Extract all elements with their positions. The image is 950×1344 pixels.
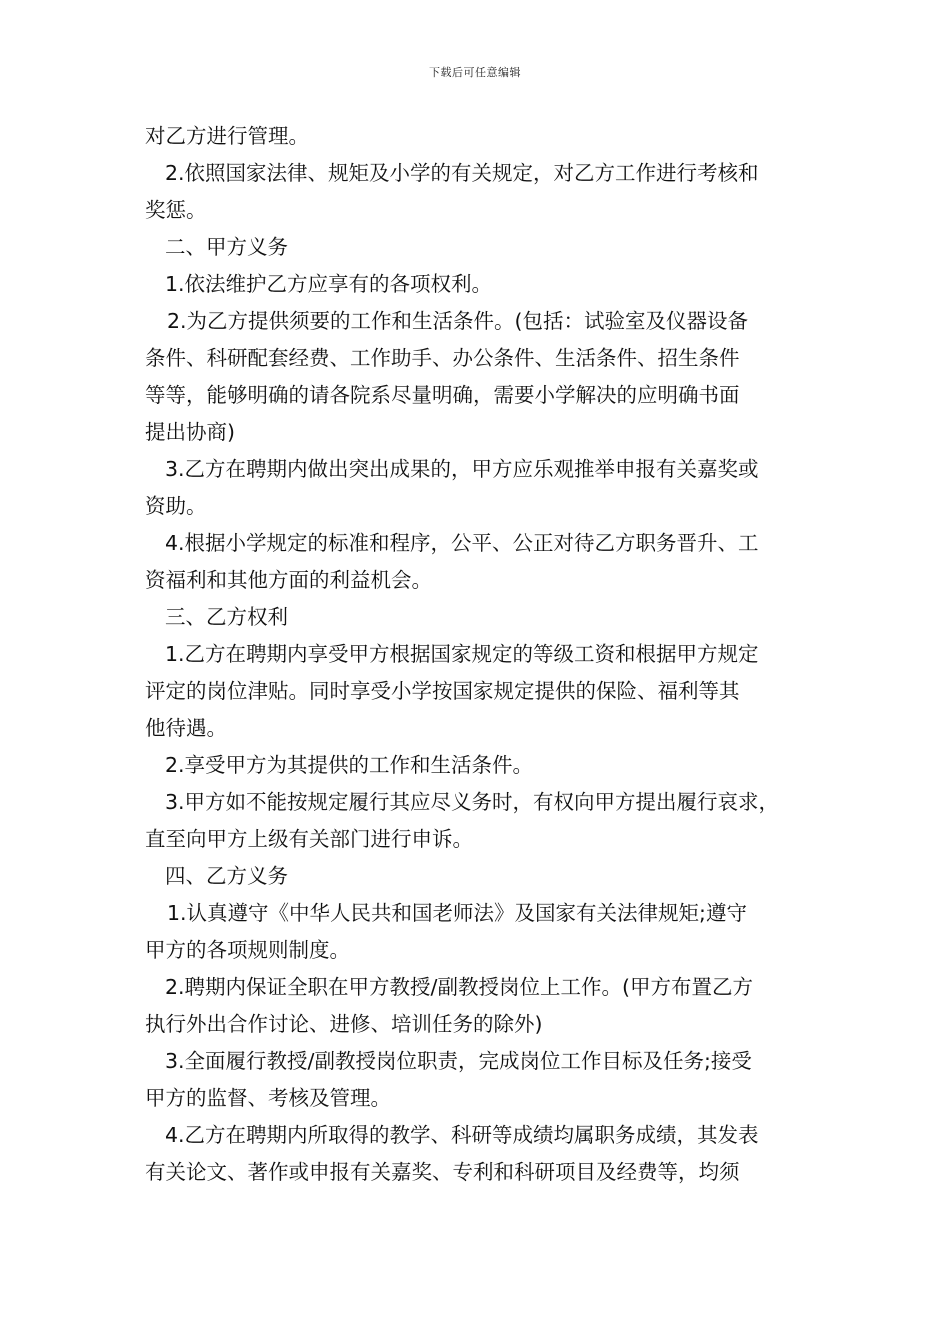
page-header: 下载后可任意编辑 <box>429 66 521 79</box>
text-line: 3.甲方如不能按规定履行其应尽义务时，有权向甲方提出履行哀求， <box>165 790 780 814</box>
text-line: 执行外出合作讨论、进修、培训任务的除外) <box>145 1012 543 1036</box>
text-line: 四、乙方义务 <box>165 864 288 888</box>
text-line: 1.认真遵守《中华人民共和国老师法》及国家有关法律规矩;遵守 <box>167 901 747 925</box>
text-line: 条件、科研配套经费、工作助手、办公条件、生活条件、招生条件 <box>145 346 740 370</box>
text-line: 二、甲方义务 <box>165 235 288 259</box>
text-line: 3.乙方在聘期内做出突出成果的，甲方应乐观推举申报有关嘉奖或 <box>165 457 759 481</box>
text-line: 资福利和其他方面的利益机会。 <box>145 568 432 592</box>
text-line: 提出协商) <box>145 420 235 444</box>
text-line: 直至向甲方上级有关部门进行申诉。 <box>145 827 473 851</box>
text-line: 他待遇。 <box>145 716 227 740</box>
text-line: 3.全面履行教授/副教授岗位职责，完成岗位工作目标及任务;接受 <box>165 1049 752 1073</box>
text-line: 4.根据小学规定的标准和程序，公平、公正对待乙方职务晋升、工 <box>165 531 759 555</box>
text-line: 对乙方进行管理。 <box>145 124 309 148</box>
text-line: 2.享受甲方为其提供的工作和生活条件。 <box>165 753 534 777</box>
text-line: 1.依法维护乙方应享有的各项权利。 <box>165 272 493 296</box>
text-line: 等等，能够明确的请各院系尽量明确，需要小学解决的应明确书面 <box>145 383 740 407</box>
text-line: 甲方的监督、考核及管理。 <box>145 1086 391 1110</box>
document-body <box>145 118 813 1191</box>
text-line: 有关论文、著作或申报有关嘉奖、专利和科研项目及经费等，均须 <box>145 1160 740 1184</box>
text-line: 三、乙方权利 <box>165 605 288 629</box>
text-line: 1.乙方在聘期内享受甲方根据国家规定的等级工资和根据甲方规定 <box>165 642 759 666</box>
text-line: 评定的岗位津贴。同时享受小学按国家规定提供的保险、福利等其 <box>145 679 740 703</box>
text-line: 奖惩。 <box>145 198 207 222</box>
text-line: 2.依照国家法律、规矩及小学的有关规定，对乙方工作进行考核和 <box>165 161 759 185</box>
text-line: 2.为乙方提供须要的工作和生活条件。(包括：试验室及仪器设备 <box>167 309 749 333</box>
text-line: 资助。 <box>145 494 207 518</box>
text-line: 4.乙方在聘期内所取得的教学、科研等成绩均属职务成绩，其发表 <box>165 1123 759 1147</box>
text-line: 2.聘期内保证全职在甲方教授/副教授岗位上工作。(甲方布置乙方 <box>165 975 753 999</box>
text-line: 甲方的各项规则制度。 <box>145 938 350 962</box>
